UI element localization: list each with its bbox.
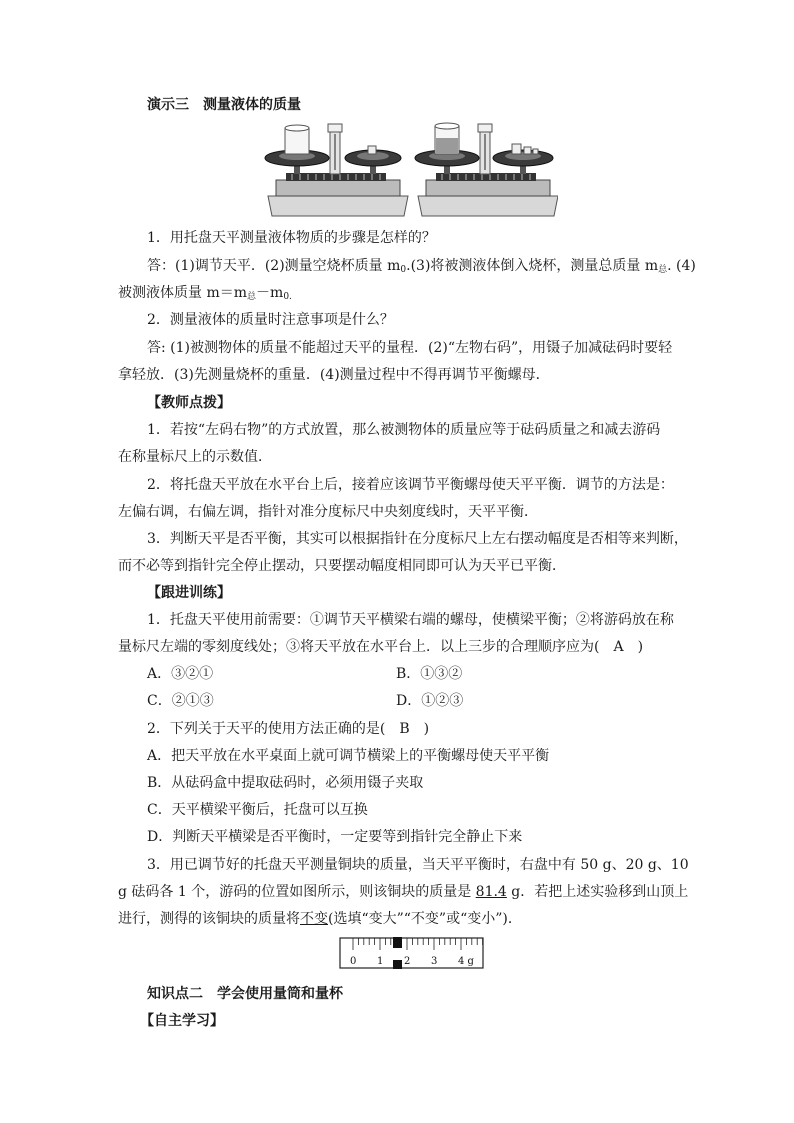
answer-2-line-1: 答: (1)被测物体的质量不能超过天平的量程．(2)“左物右码”，用镊子加减砝码时要轻 xyxy=(147,340,673,356)
self-study-heading: 【自主学习】 xyxy=(140,1013,224,1029)
scale-label: 4 g xyxy=(458,956,474,967)
exercise-2-option-a: A．把天平放在水平桌面上就可调节横梁上的平衡螺母使天平平衡 xyxy=(147,748,550,764)
rider-bottom xyxy=(393,960,402,969)
exercise-3-line-1: 3．用已调节好的托盘天平测量铜块的质量，当天平平衡时，右盘中有 50 g、20 g、10 xyxy=(147,857,689,873)
tip-3-line-1: 3．判断天平是否平衡，其实可以根据指针在分度标尺上左右摆动幅度是否相等来判断， xyxy=(147,531,688,547)
demo3-title: 演示三 测量液体的质量 xyxy=(147,97,301,113)
tip-1-line-2: 在称量标尺上的示数值． xyxy=(118,449,272,465)
balance-illustration-left xyxy=(265,124,408,216)
tip-2-line-2: 左偏右调，右偏左调，指针对准分度标尺中央刻度线时，天平平衡． xyxy=(118,504,538,520)
question-2: 2．测量液体的质量时注意事项是什么？ xyxy=(147,312,394,328)
exercise-2-stem: 2．下列关于天平的使用方法正确的是( B ) xyxy=(147,721,430,737)
exercise-2-option-c: C．天平横梁平衡后，托盘可以互换 xyxy=(147,802,368,818)
scale-label: 3 xyxy=(431,956,438,967)
teacher-tip-heading: 【教师点拨】 xyxy=(147,395,231,411)
exercise-1-option-d: D．①②③ xyxy=(396,693,464,709)
exercise-1-line-1: 1．托盘天平使用前需要：①调节天平横梁右端的螺母，使横梁平衡；②将游码放在称 xyxy=(147,612,674,628)
tip-1-line-1: 1．若按“左码右物”的方式放置，那么被测物体的质量应等于砝码质量之和减去游码 xyxy=(147,422,661,438)
follow-training-heading: 【跟进训练】 xyxy=(147,585,231,601)
exercise-1-option-b: B．①③② xyxy=(396,666,463,682)
answer-1-line-2: 被测液体质量 $m=m_总-m_{0.}$ xyxy=(118,285,292,302)
answer-1-line-1: 答：(1)调节天平．(2)测量空烧杯质量 $m_0.(3)$将被测液体倒入烧杯，测量总质量 $m_总$. (4) xyxy=(147,258,696,275)
exercise-3-answer-mass: 81.4 xyxy=(475,884,507,900)
scale-label: 0 xyxy=(350,956,357,967)
exercise-1-option-c: C．②①③ xyxy=(147,693,214,709)
rider-top xyxy=(393,937,402,948)
scale-label: 2 xyxy=(404,956,411,967)
exercise-1-line-2: 量标尺左端的零刻度线处；③将天平放在水平台上．以上三步的合理顺序应为( A ) xyxy=(118,639,644,655)
exercise-2-option-d: D．判断天平横梁是否平衡时，一定要等到指针完全静止下来 xyxy=(147,829,523,845)
knowledge-point-2: 知识点二 学会使用量筒和量杯 xyxy=(147,986,343,1002)
balance-illustration-right xyxy=(415,123,558,216)
tip-2-line-1: 2．将托盘天平放在水平台上后，接着应该调节平衡螺母使天平平衡．调节的方法是： xyxy=(147,477,674,493)
exercise-3-line-2: g 砝码各 1 个，游码的位置如图所示，则该铜块的质量是 81.4 g．若把上述实验移到山顶上 xyxy=(118,884,689,900)
exercise-1-option-a: A．③②① xyxy=(147,666,214,682)
answer-2-line-2: 拿轻放．(3)先测量烧杯的重量．(4)测量过程中不得再调节平衡螺母． xyxy=(118,367,550,383)
question-1: 1．用托盘天平测量液体物质的步骤是怎样的？ xyxy=(147,230,436,246)
balance-figures xyxy=(258,120,558,220)
exercise-3-answer-change: 不变 xyxy=(300,911,328,927)
exercise-3-line-3: 进行，测得的该铜块的质量将不变(选填“变大”“不变”或“变小”)． xyxy=(118,911,522,927)
rider-scale-figure xyxy=(339,936,485,972)
scale-label: 1 xyxy=(377,956,384,967)
exercise-2-option-b: B．从砝码盒中提取砝码时，必须用镊子夹取 xyxy=(147,775,424,791)
tip-3-line-2: 而不必等到指针完全停止摆动，只要摆动幅度相同即可认为天平已平衡． xyxy=(118,558,566,574)
